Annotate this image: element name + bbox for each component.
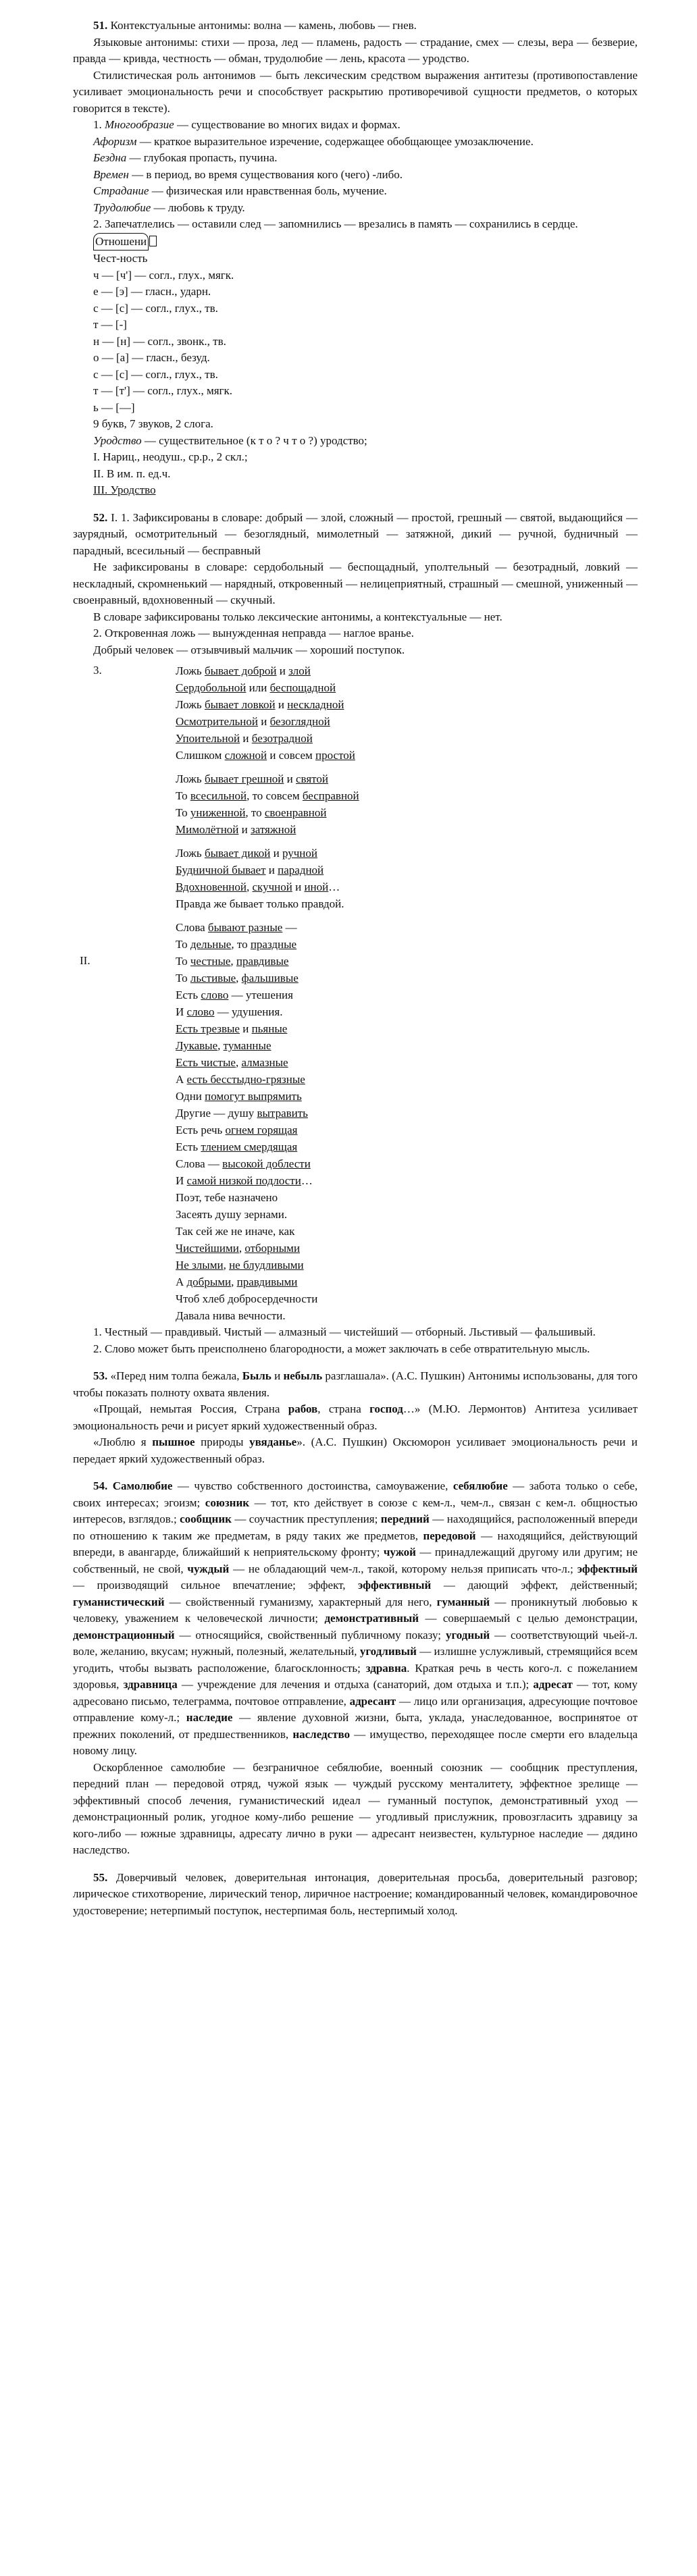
poem-line: Есть слово — утешения (176, 989, 293, 1001)
poem-line: То льстивые, фальшивые (176, 972, 299, 984)
poem-line: Сердобольной или беспощадной (176, 681, 336, 694)
word-root-mark: Отношени (93, 233, 149, 251)
morph-analysis-row: II. В им. п. ед.ч. (93, 467, 171, 480)
task-number: 53. (93, 1369, 108, 1382)
phonetic-row: с — [с] — согл., глух., тв. (93, 367, 218, 381)
poem-line: Слова — высокой доблести (176, 1157, 311, 1170)
definition: Афоризм — краткое выразительное изречение, содержащее обобщающее умозаключение. (93, 134, 534, 148)
task-54-phrases: Оскорбленное самолюбие — безграничное себялюбие, военный союзник — сообщник преступления, передний план — передовой отряд, чужой язык — чуждый русскому менталитету, эффектное зрелище — эффективный способ лечения, гуманистический идеал — гуманный поступок, демонстративный уход — демонстрационный ролик, угодное кому-либо решение — угодливый прислужник, провозгласить здравицу за кого-либо — южные здравницы, адресату лично в руки — адресант неизвестен, культурное наследие — дядино наследство. (73, 1760, 638, 1856)
task-54 (73, 1478, 638, 1859)
task-52-synonym-groups: 1. Честный — правдивый. Чистый — алмазный — чистейший — отборный. Льстивый — фальшивый. (93, 1325, 596, 1338)
poem-line: Есть чистые, алмазные (176, 1056, 288, 1069)
poem-line: Ложь бывает грешной и святой (176, 772, 328, 785)
task-52-conclusion: В словаре зафиксированы только лексические антонимы, а контекстуальные — нет. (93, 610, 502, 623)
phonetic-row: о — [а] — гласн., безуд. (93, 351, 210, 364)
poem-line: Не злыми, не блудливыми (176, 1259, 304, 1271)
phonetic-row: с — [с] — согл., глух., тв. (93, 301, 218, 315)
task-54-paronyms: 54. Самолюбие — чувство собственного достоинства, самоуважение, себялюбие — забота только о себе, своих интересах; эгоизм; союзник — тот, кто действует в союзе с кем-л., чем-л., связан с кем-л. общностью интересов, взглядов.; сообщник — соучастник преступления; передний — находящийся, расположенный впереди по отношению к таким же предметам, в ряду таких же предметов, передовой — находящийся, действующий впереди, в авангарде, ближайший к неприятельскому фронту; чужой — принадлежащий другому или другим; не собственный, не свой, чуждый — не обладающий чем-л., такой, которому нельзя приписать что-л.; эффектный — производящий сильное впечатление; эффект, эффективный — дающий эффект, действенный; гуманистический — свойственный гуманизму, характерный для него, гуманный — проникнутый любовью к человеку, уважением к человеческой личности; демонстративный — совершаемый с целью демонстрации, демонстрационный — относящийся, свойственный публичному показу; угодный — соответствующий чьей-л. воле, желанию, вкусам; нужный, полезный, желательный, угодливый — излишне услужливый, стремящийся всем угодить, чтобы вызвать расположение, благосклонность; здравна. Краткая речь в честь кого-л. с пожеланием здоровья, здравница — учреждение для лечения и отдыха (санаторий, дом отдыха и т.п.); адресат — тот, кому адресовано письмо, телеграмма, почтовое отправление, адресант — лицо или организация, адресующие почтовое отправление кому-л.; наследие — явление духовной жизни, быта, уклада, унаследованное, воспринятое от прежних поколений, от предшественников, наследство — имущество, переходящее после смерти его владельца новому лицу. (73, 1479, 638, 1757)
task-number: 51. (93, 19, 108, 32)
phonetic-row: н — [н] — согл., звонк., тв. (93, 334, 226, 348)
poem-line: Слишком сложной и совсем простой (176, 749, 355, 762)
poem-line: Слова бывают разные — (176, 921, 297, 934)
poem-line: Ложь бывает дикой и ручной (176, 847, 317, 860)
poem-line: Другие — душу вытравить (176, 1107, 308, 1120)
poem-line: Засеять душу зернами. (176, 1208, 288, 1221)
poem (176, 662, 638, 1324)
phonetic-row: е — [э] — гласн., ударн. (93, 285, 211, 298)
definition: 1. Многообразие — существование во многих видах и формах. (93, 118, 401, 131)
task-55-phrases: 55. Доверчивый человек, доверительная интонация, доверительная просьба, доверительный разговор; лирическое стихотворение, лирический тенор, лиричное настроение; командированный человек, командировочное удостоверение; нетерпимый поступок, нестерпимая боль, нестерпимый холод. (73, 1870, 638, 1917)
item-number: 3. (93, 664, 102, 677)
poem-line: То дельные, то праздные (176, 938, 297, 951)
poem-line: И самой низкой подлости… (176, 1174, 313, 1187)
task-53 (73, 1368, 638, 1467)
poem-line: Осмотрительной и безоглядной (176, 715, 330, 728)
task-51-synonym-chain: 2. Запечатлелись — оставили след — запомнились — врезались в память — сохранились в сердце. (93, 217, 578, 230)
poem-line: То всесильной, то совсем бесправной (176, 789, 359, 802)
poem-line: Ложь бывает доброй и злой (176, 664, 311, 677)
task-number: 52. (93, 510, 108, 524)
poem-line: Чистейшими, отборными (176, 1242, 301, 1255)
poem-line: Есть трезвые и пьяные (176, 1022, 288, 1035)
morpheme-analysis (73, 233, 638, 251)
definition: Страдание — физическая или нравственная боль, мучение. (93, 184, 387, 197)
definition: Времен — в период, во время существования кого (чего) -либо. (93, 167, 403, 181)
poem-line: Упоительной и безотрадной (176, 732, 313, 745)
poem-line: Мимолётной и затяжной (176, 823, 296, 836)
poem-line: Чтоб хлеб добросердечности (176, 1292, 318, 1305)
poem-line: Будничной бывает и парадной (176, 864, 324, 876)
morph-analysis-title: Уродство — существительное (к т о ? ч т о ?) уродство; (93, 433, 367, 447)
phonetic-row: т — [-] (93, 318, 127, 331)
poem-block (73, 662, 638, 1324)
task-52-chain: Добрый человек — отзывчивый мальчик — хороший поступок. (93, 643, 405, 656)
definition: Бездна — глубокая пропасть, пучина. (93, 151, 278, 164)
task-55 (73, 1870, 638, 1920)
task-51 (73, 18, 638, 499)
item-number: II. (80, 954, 91, 967)
definition: Трудолюбие — любовь к труду. (93, 201, 245, 214)
task-53-example: 53. «Перед ним толпа бежала, Быль и небыль разглашала». (А.С. Пушкин) Антонимы использованы, для того чтобы показать полноту охвата явления. (73, 1369, 638, 1399)
task-51-antonyms-language: Языковые антонимы: стихи — проза, лед — пламень, радость — страдание, смех — слезы, вера — безверие, правда — кривда, честность — обман, трудолюбие — лень, красота — уродство. (73, 35, 638, 65)
task-number: 55. (93, 1870, 108, 1884)
poem-line: Есть тлением смердящая (176, 1140, 298, 1153)
task-51-stylistic-role: Стилистическая роль антонимов — быть лексическим средством выражения антитезы (противопоставление усиливает эмоциональность речи и способствует раскрытию противоречивой сущности предметов, о которых говорится в тексте). (73, 68, 638, 115)
ending-box-mark (149, 236, 157, 246)
task-53-example: «Прощай, немытая Россия, Страна рабов, страна господ…» (М.Ю. Лермонтов) Антитеза усиливает эмоциональность речи и рисует яркий художественный образ. (73, 1402, 638, 1432)
task-51-antonyms-context: 51. Контекстуальные антонимы: волна — камень, любовь — гнев. (93, 19, 417, 32)
poem-line: То честные, правдивые (176, 955, 289, 968)
poem-line: Правда же бывает только правдой. (176, 897, 344, 910)
poem-line: И слово — удушения. (176, 1005, 283, 1018)
phonetic-row: т — [т'] — согл., глух., мягк. (93, 384, 233, 397)
phonetic-count: 9 букв, 7 звуков, 2 слога. (93, 417, 213, 430)
task-52-in-dictionary: 52. I. 1. Зафиксированы в словаре: добрый — злой, сложный — простой, грешный — святой, выдающийся — заурядный, осмотрительный — безоглядный, мимолетный — затяжной, дикий — ручной, будничный — парадный, всесильный — бесправный (73, 510, 638, 557)
task-52 (73, 510, 638, 1358)
morph-analysis-row: III. Уродство (93, 483, 156, 496)
task-52-not-in-dictionary: Не зафиксированы в словаре: сердобольный — беспощадный, уполтельный — безотрадный, ловкий — нескладный, скромненький — нарядный, откровенный — нелицеприятный, страшный — смешной, униженный — своенравный, вдохновенный — скучный. (73, 560, 638, 606)
morph-analysis-row: I. Нариц., неодуш., ср.р., 2 скл.; (93, 450, 248, 463)
poem-line: Есть речь огнем горящая (176, 1124, 298, 1136)
phonetic-word: Чест-ность (93, 252, 148, 265)
phonetic-row: ч — [ч'] — согл., глух., мягк. (93, 268, 234, 282)
poem-line: А есть бесстыдно-грязные (176, 1073, 305, 1086)
poem-line: Одни помогут выпрямить (176, 1090, 302, 1103)
poem-line: То униженной, то своенравной (176, 806, 327, 819)
task-53-example: «Люблю я пышное природы увяданье». (А.С. Пушкин) Оксюморон усиливает эмоциональность речи и передает яркий художественный образ. (73, 1436, 638, 1465)
task-52-conclusion-2: 2. Слово может быть преисполнено благородности, а может заключать в себе отвратительную мысль. (93, 1342, 590, 1355)
poem-line: Поэт, тебе назначено (176, 1191, 278, 1204)
poem-line: Вдохновенной, скучной и иной… (176, 880, 340, 893)
task-number: 54. (93, 1479, 108, 1492)
poem-line: А добрыми, правдивыми (176, 1276, 298, 1288)
poem-line: Давала нива вечности. (176, 1309, 286, 1322)
phonetic-row: ь — [—] (93, 400, 135, 414)
poem-line: Ложь бывает ловкой и нескладной (176, 698, 344, 711)
poem-line: Так сей же не иначе, как (176, 1225, 295, 1238)
task-52-chain: 2. Откровенная ложь — вынужденная неправда — наглое вранье. (93, 627, 414, 639)
poem-line: Лукавые, туманные (176, 1039, 272, 1052)
